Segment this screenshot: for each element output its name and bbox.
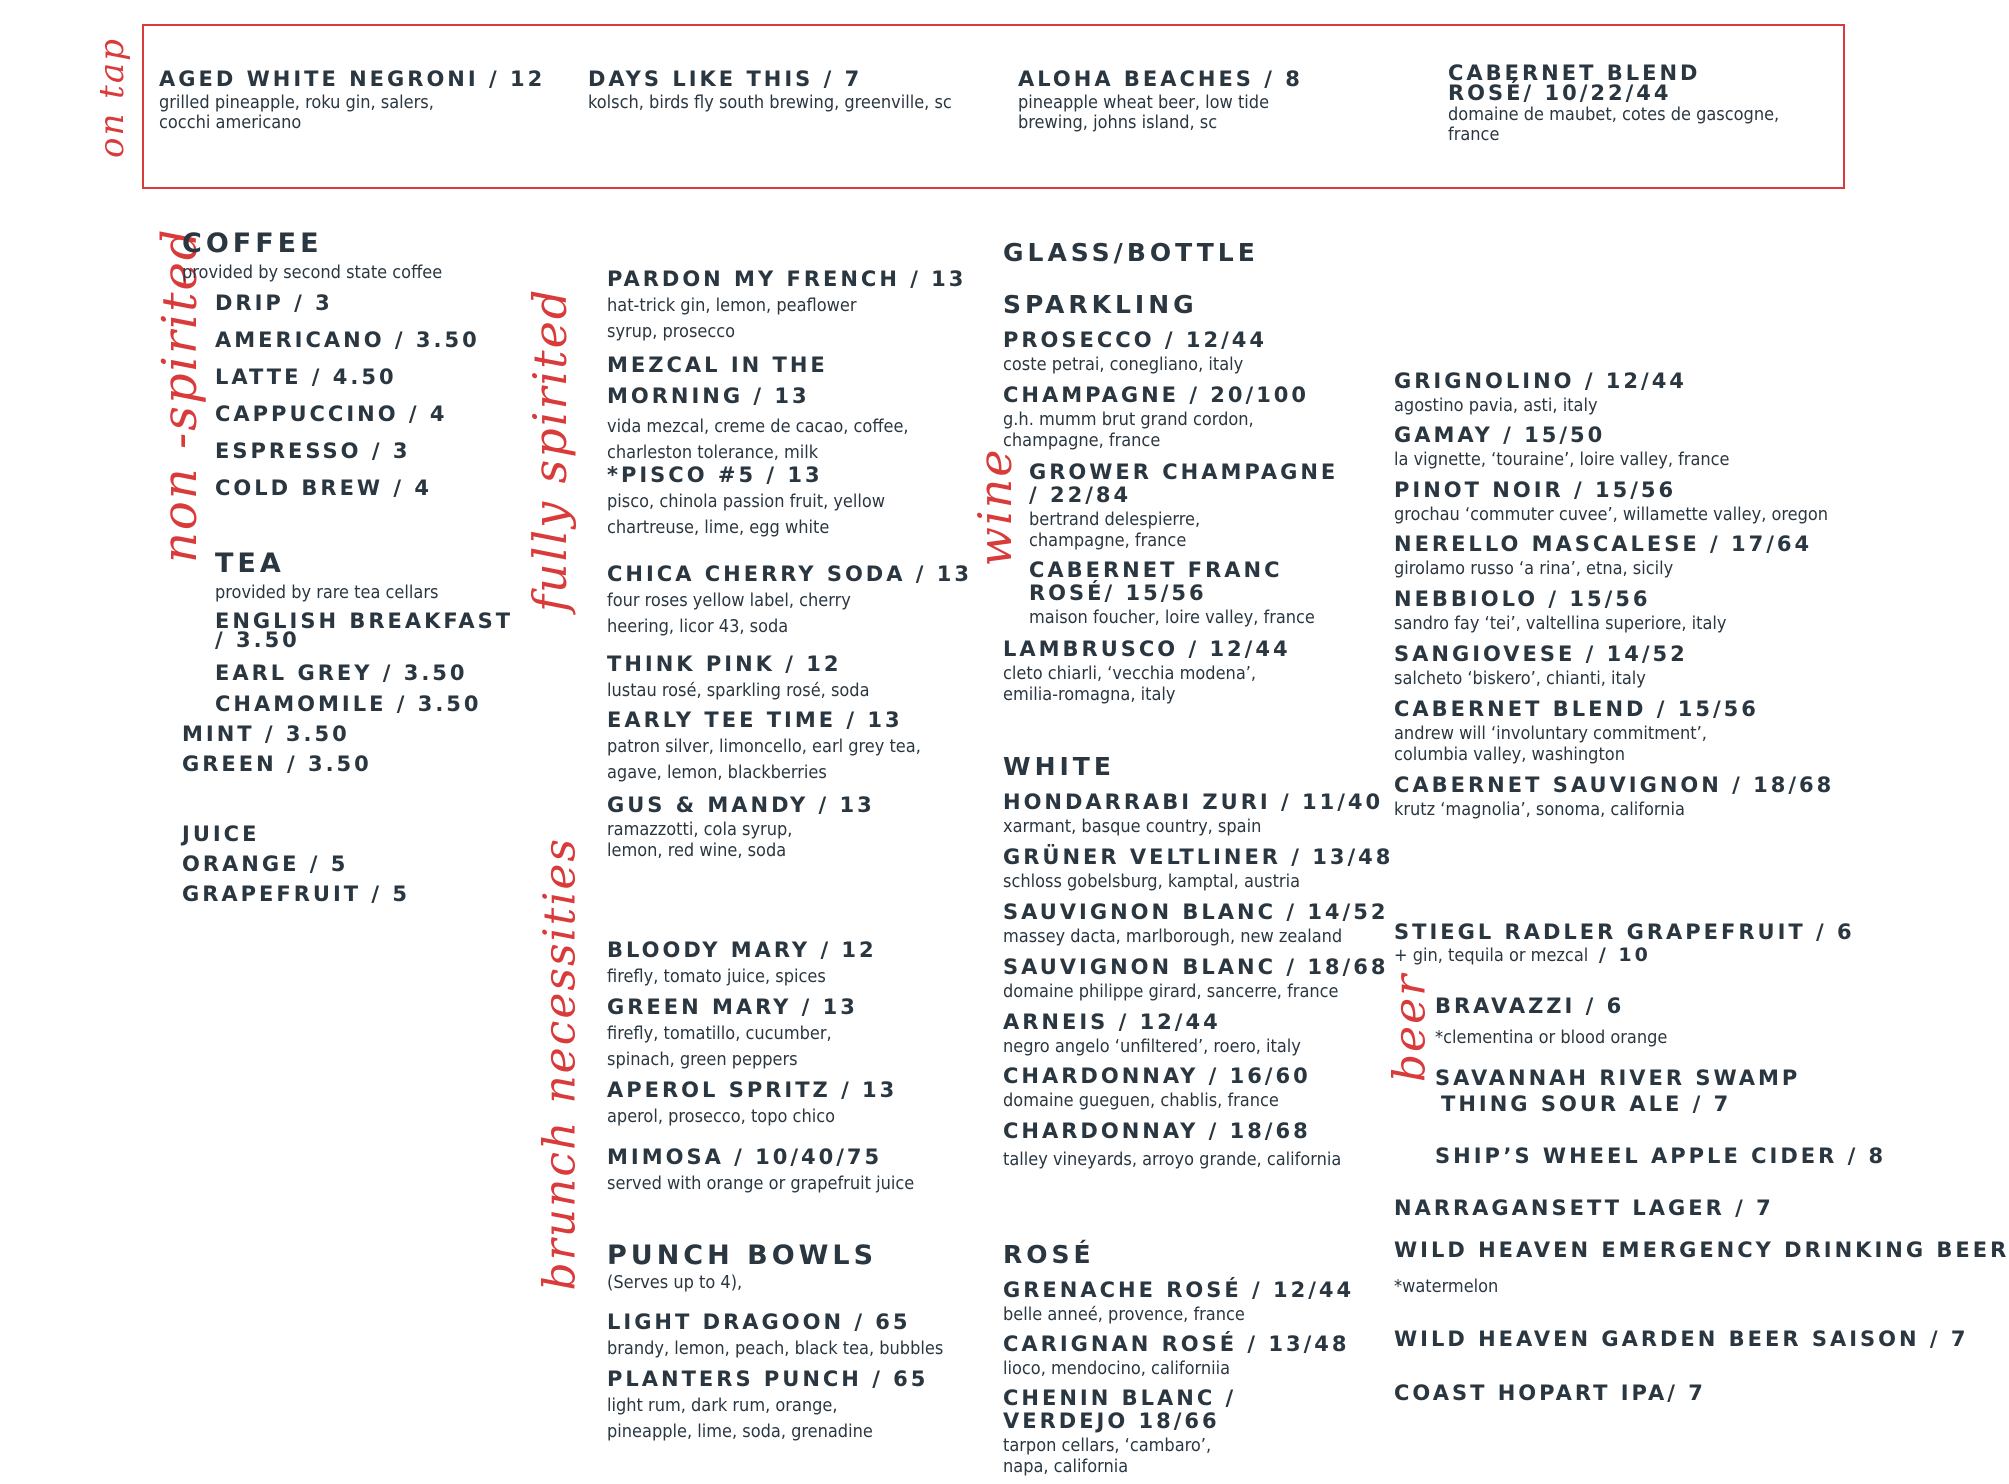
tea-subtitle: provided by rare tea cellars xyxy=(215,582,439,603)
punch-desc: brandy, lemon, peach, black tea, bubbles xyxy=(607,1338,944,1359)
fully-spirited-label: fully spirited xyxy=(523,287,577,612)
on-tap-item-name: DAYS LIKE THIS / 7 xyxy=(588,67,863,91)
beer-wild-heaven-emergency: WILD HEAVEN EMERGENCY DRINKING BEER xyxy=(1394,1238,2009,1262)
beer-label: beer xyxy=(1384,972,1436,1083)
wine-desc: sandro fay ‘tei’, valtellina superiore, italy xyxy=(1394,613,1727,634)
brunch-desc: served with orange or grapefruit juice xyxy=(607,1173,915,1194)
cocktail-item xyxy=(607,350,967,466)
wine-name: SANGIOVESE / 14/52 xyxy=(1394,642,1688,666)
on-tap-label: on tap xyxy=(92,37,132,158)
wine-name: GRENACHE ROSÉ / 12/44 xyxy=(1003,1278,1355,1302)
coffee-item: CAPPUCCINO / 4 xyxy=(215,402,448,426)
wine-item xyxy=(1394,642,1834,689)
beer-radler-addon-price: / 10 xyxy=(1598,944,1651,966)
wine-name: GAMAY / 15/50 xyxy=(1394,423,1606,447)
brunch-desc: firefly, tomato juice, spices xyxy=(607,966,826,987)
coffee-item: DRIP / 3 xyxy=(215,291,333,315)
on-tap-item-name: AGED WHITE NEGRONI / 12 xyxy=(159,67,546,91)
cocktail-item xyxy=(607,463,967,541)
coffee-item: AMERICANO / 3.50 xyxy=(215,328,480,352)
punch-desc: light rum, dark rum, orange, pineapple, lime, soda, grenadine xyxy=(607,1395,873,1442)
wine-item xyxy=(1003,790,1384,837)
wine-name: CARIGNAN ROSÉ / 13/48 xyxy=(1003,1332,1350,1356)
punch-name: PLANTERS PUNCH / 65 xyxy=(607,1367,929,1391)
wine-desc: massey dacta, marlborough, new zealand xyxy=(1003,926,1343,947)
punch-name: LIGHT DRAGOON / 65 xyxy=(607,1310,911,1334)
wine-desc: tarpon cellars, ‘cambaro’, napa, california xyxy=(1003,1435,1212,1477)
brunch-name: MIMOSA / 10/40/75 xyxy=(607,1145,883,1169)
juice-item: GRAPEFRUIT / 5 xyxy=(182,882,411,906)
wine-desc: schloss gobelsburg, kamptal, austria xyxy=(1003,871,1300,892)
wine-desc: belle anneé, provence, france xyxy=(1003,1304,1245,1325)
wine-item xyxy=(1394,697,1834,765)
wine-name: CABERNET SAUVIGNON / 18/68 xyxy=(1394,773,1835,797)
wine-item xyxy=(1003,1332,1373,1379)
wine-item xyxy=(1003,1387,1343,1477)
wine-desc: salcheto ‘biskero’, chianti, italy xyxy=(1394,668,1646,689)
tea-item: MINT / 3.50 xyxy=(182,722,350,746)
wine-label: wine xyxy=(968,447,1022,567)
wine-item xyxy=(1003,845,1394,892)
wine-item xyxy=(1003,1064,1373,1111)
wine-item xyxy=(1003,900,1389,947)
wine-item xyxy=(1003,1278,1373,1325)
beer-radler-addon xyxy=(1394,944,1651,966)
wine-desc: krutz ‘magnolia’, sonoma, california xyxy=(1394,799,1685,820)
wine-item xyxy=(1394,423,1834,470)
wine-name: GROWER CHAMPAGNE / 22/84 xyxy=(1029,460,1339,507)
wine-desc: negro angelo ‘unfiltered’, roero, italy xyxy=(1003,1036,1301,1057)
brunch-item xyxy=(607,1145,987,1197)
wine-name: SAUVIGNON BLANC / 18/68 xyxy=(1003,955,1389,979)
brunch-name: BLOODY MARY / 12 xyxy=(607,938,877,962)
wine-item xyxy=(1394,369,1814,416)
beer-wild-heaven-emergency-desc: *watermelon xyxy=(1394,1276,1499,1297)
on-tap-item-desc: pineapple wheat beer, low tide brewing, johns island, sc xyxy=(1018,92,1270,133)
on-tap-item xyxy=(588,67,1008,113)
wine-item xyxy=(1003,637,1363,705)
cocktail-desc: lustau rosé, sparkling rosé, soda xyxy=(607,680,870,701)
brunch-item xyxy=(607,938,967,990)
beer-wild-heaven-garden: WILD HEAVEN GARDEN BEER SAISON / 7 xyxy=(1394,1327,1969,1351)
cocktail-desc: ramazzotti, cola syrup, lemon, red wine, soda xyxy=(607,819,793,861)
tea-item: CHAMOMILE / 3.50 xyxy=(215,692,482,716)
on-tap-item-desc: domaine de maubet, cotes de gascogne, france xyxy=(1448,104,1780,145)
non-spirited-label: non -spirited xyxy=(152,227,208,563)
wine-name: GRÜNER VELTLINER / 13/48 xyxy=(1003,845,1394,869)
brunch-name: APEROL SPRITZ / 13 xyxy=(607,1078,898,1102)
on-tap-item-name: ALOHA BEACHES / 8 xyxy=(1018,67,1303,91)
beer-coast: COAST HOPART IPA/ 7 xyxy=(1394,1381,1706,1405)
on-tap-item-desc: kolsch, birds fly south brewing, greenville, sc xyxy=(588,92,952,113)
wine-desc: andrew will ‘involuntary commitment’, columbia valley, washington xyxy=(1394,723,1707,765)
wine-desc: maison foucher, loire valley, france xyxy=(1029,607,1315,628)
wine-desc: coste petrai, conegliano, italy xyxy=(1003,354,1244,375)
wine-name: LAMBRUSCO / 12/44 xyxy=(1003,637,1291,661)
wine-name: PROSECCO / 12/44 xyxy=(1003,328,1267,352)
beer-savannah-line1: SAVANNAH RIVER SWAMP xyxy=(1435,1066,1801,1090)
wine-item xyxy=(1394,478,1864,525)
on-tap-item xyxy=(1448,63,1818,145)
cocktail-name: THINK PINK / 12 xyxy=(607,652,842,676)
wine-name: CHARDONNAY / 16/60 xyxy=(1003,1064,1311,1088)
cocktail-name: CHICA CHERRY SODA / 13 xyxy=(607,562,972,586)
wine-desc: xarmant, basque country, spain xyxy=(1003,816,1262,837)
punch-item xyxy=(607,1310,987,1362)
wine-desc: g.h. mumm brut grand cordon, champagne, france xyxy=(1003,409,1254,451)
juice-title: JUICE xyxy=(182,822,260,846)
wine-name: CHARDONNAY / 18/68 xyxy=(1003,1119,1311,1143)
wine-name: NEBBIOLO / 15/56 xyxy=(1394,587,1651,611)
juice-item: ORANGE / 5 xyxy=(182,852,349,876)
cocktail-name: *PISCO #5 / 13 xyxy=(607,463,823,487)
sparkling-title: SPARKLING xyxy=(1003,290,1198,319)
wine-name: HONDARRABI ZURI / 11/40 xyxy=(1003,790,1384,814)
brunch-necessities-label: brunch necessities xyxy=(534,836,586,1291)
wine-desc: domaine philippe girard, sancerre, france xyxy=(1003,981,1339,1002)
coffee-item: ESPRESSO / 3 xyxy=(215,439,411,463)
cocktail-item xyxy=(607,652,967,704)
wine-name: CABERNET FRANC ROSÉ/ 15/56 xyxy=(1029,558,1283,605)
wine-name: CHAMPAGNE / 20/100 xyxy=(1003,383,1310,407)
cocktail-desc: vida mezcal, creme de cacao, coffee, charleston tolerance, milk xyxy=(607,416,909,463)
wine-item xyxy=(1003,328,1363,375)
tea-item: ENGLISH BREAKFAST / 3.50 xyxy=(215,609,514,652)
wine-desc: la vignette, ‘touraine’, loire valley, france xyxy=(1394,449,1730,470)
tea-item: GREEN / 3.50 xyxy=(182,752,372,776)
wine-item xyxy=(1394,532,1834,579)
cocktail-name: MEZCAL IN THE MORNING / 13 xyxy=(607,353,828,408)
brunch-desc: aperol, prosecco, topo chico xyxy=(607,1106,836,1127)
beer-narragansett: NARRAGANSETT LAGER / 7 xyxy=(1394,1196,1774,1220)
wine-desc: girolamo russo ‘a rina’, etna, sicily xyxy=(1394,558,1674,579)
on-tap-item xyxy=(159,67,559,133)
cocktail-item xyxy=(607,793,967,861)
beer-radler-name: STIEGL RADLER GRAPEFRUIT / 6 xyxy=(1394,920,1855,944)
punch-item xyxy=(607,1367,987,1445)
wine-name: PINOT NOIR / 15/56 xyxy=(1394,478,1677,502)
white-title: WHITE xyxy=(1003,752,1115,781)
wine-item xyxy=(1029,559,1359,628)
beer-cider: SHIP’S WHEEL APPLE CIDER / 8 xyxy=(1435,1144,1887,1168)
cocktail-item xyxy=(607,267,967,345)
beer-bravazzi-desc: *clementina or blood orange xyxy=(1435,1027,1668,1048)
wine-desc: lioco, mendocino, californiia xyxy=(1003,1358,1231,1379)
wine-item xyxy=(1003,383,1363,451)
wine-item xyxy=(1394,587,1834,634)
brunch-name: GREEN MARY / 13 xyxy=(607,995,858,1019)
cocktail-item xyxy=(607,562,987,640)
coffee-item: LATTE / 4.50 xyxy=(215,365,397,389)
wine-item xyxy=(1003,1010,1373,1057)
cocktail-name: PARDON MY FRENCH / 13 xyxy=(607,267,967,291)
beer-bravazzi-name: BRAVAZZI / 6 xyxy=(1435,994,1625,1018)
brunch-item xyxy=(607,995,967,1073)
wine-desc: talley vineyards, arroyo grande, california xyxy=(1003,1149,1342,1170)
punch-bowls-title: PUNCH BOWLS xyxy=(607,1240,878,1271)
wine-desc: domaine gueguen, chablis, france xyxy=(1003,1090,1279,1111)
wine-item xyxy=(1003,1119,1373,1170)
beer-savannah-line2: THING SOUR ALE / 7 xyxy=(1441,1092,1732,1116)
wine-item xyxy=(1029,461,1349,551)
beer-radler-desc: + gin, tequila or mezcal xyxy=(1394,945,1589,966)
wine-name: GRIGNOLINO / 12/44 xyxy=(1394,369,1687,393)
glass-bottle-title: GLASS/BOTTLE xyxy=(1003,238,1259,267)
wine-name: CABERNET BLEND / 15/56 xyxy=(1394,697,1759,721)
wine-name: NERELLO MASCALESE / 17/64 xyxy=(1394,532,1813,556)
wine-desc: grochau ‘commuter cuvee’, willamette valley, oregon xyxy=(1394,504,1829,525)
cocktail-desc: patron silver, limoncello, earl grey tea, agave, lemon, blackberries xyxy=(607,736,921,783)
cocktail-desc: hat-trick gin, lemon, peaflower syrup, prosecco xyxy=(607,295,857,342)
coffee-subtitle: provided by second state coffee xyxy=(182,262,443,283)
cocktail-desc: pisco, chinola passion fruit, yellow chartreuse, lime, egg white xyxy=(607,491,886,538)
cocktail-desc: four roses yellow label, cherry heering, licor 43, soda xyxy=(607,590,851,637)
brunch-desc: firefly, tomatillo, cucumber, spinach, green peppers xyxy=(607,1023,832,1070)
on-tap-item xyxy=(1018,67,1318,133)
cocktail-name: GUS & MANDY / 13 xyxy=(607,793,875,817)
wine-desc: agostino pavia, asti, italy xyxy=(1394,395,1598,416)
wine-desc: cleto chiarli, ‘vecchia modena’, emilia-romagna, italy xyxy=(1003,663,1257,705)
wine-name: ARNEIS / 12/44 xyxy=(1003,1010,1221,1034)
wine-item xyxy=(1394,773,1834,820)
rose-title: ROSÉ xyxy=(1003,1240,1095,1269)
brunch-item xyxy=(607,1078,967,1130)
wine-desc: bertrand delespierre, champagne, france xyxy=(1029,509,1201,551)
cocktail-item xyxy=(607,708,967,786)
cocktail-name: EARLY TEE TIME / 13 xyxy=(607,708,903,732)
punch-bowls-subtitle: (Serves up to 4), xyxy=(607,1272,743,1293)
coffee-title: COFFEE xyxy=(182,228,323,259)
tea-title: TEA xyxy=(215,548,285,579)
on-tap-item-name: CABERNET BLEND ROSÉ/ 10/22/44 xyxy=(1448,61,1701,105)
coffee-item: COLD BREW / 4 xyxy=(215,476,432,500)
wine-item xyxy=(1003,955,1389,1002)
wine-name: SAUVIGNON BLANC / 14/52 xyxy=(1003,900,1389,924)
on-tap-item-desc: grilled pineapple, roku gin, salers, cocchi americano xyxy=(159,92,434,133)
wine-name: CHENIN BLANC / VERDEJO 18/66 xyxy=(1003,1386,1237,1433)
tea-item: EARL GREY / 3.50 xyxy=(215,661,468,685)
